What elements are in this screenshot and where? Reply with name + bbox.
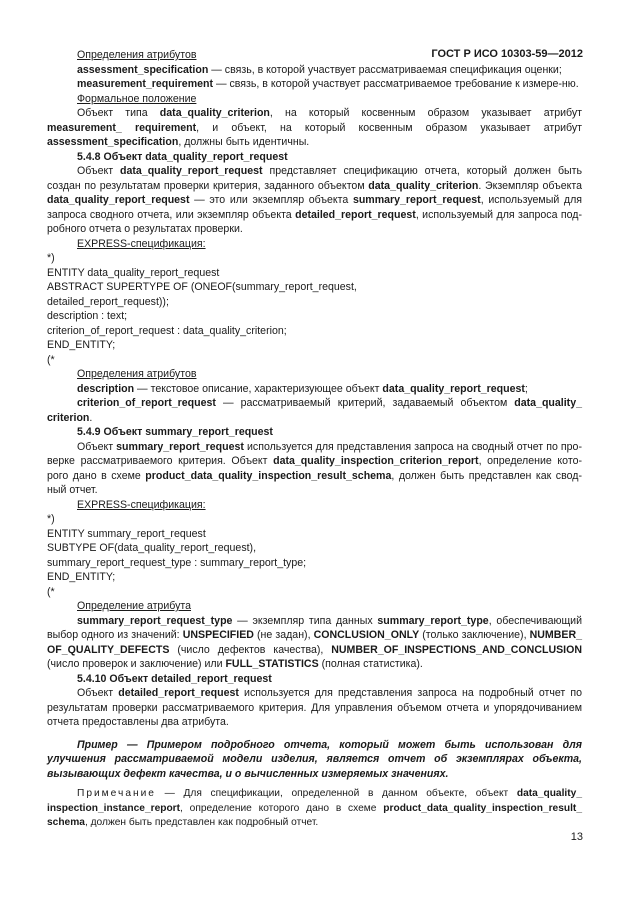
code-line: *) [47, 252, 55, 264]
example-note: Пример — Примером подробного отчета, который может быть использован для улучшения рассматриваемой модели изделия, является отчет об экземплярах объекта, вызывающих дефект качества, и о вычисленных измеряемых значениях. [47, 738, 582, 780]
text-bold: data_quality_report_request [47, 194, 190, 206]
text-bold: product_data_quality_inspection_result_ schema [47, 802, 582, 828]
section-549-text [47, 440, 582, 498]
text: , используемый для запроса сводного отчета, или экземпляр объекта [47, 194, 582, 221]
text: . Экземпляр объекта [478, 179, 582, 192]
text-bold: measurement_ requirement [47, 121, 197, 134]
code-line: (* [47, 585, 55, 598]
text: — рассматриваемый критерий, задаваемый объектом [215, 397, 515, 409]
express-title-549: EXPRESS-спецификация: [77, 498, 206, 511]
code-line: summary_report_request_type : summary_report_type; [47, 556, 307, 569]
text-bold: summary_report_request [116, 440, 244, 453]
text-bold: data_quality_criterion [368, 179, 479, 192]
attr-defs-title: Определения атрибутов [77, 49, 197, 61]
text-bold: summary_report_request [352, 194, 481, 206]
text-bold: summary_report_type [377, 614, 489, 627]
attr-text: — связь, в которой участвует рассматриваемая спецификация оценки; [208, 63, 562, 76]
text-bold: data_quality_inspection_criterion_report [273, 455, 479, 467]
attr-def-description [47, 382, 582, 397]
text-bold: detailed_report_request [295, 208, 416, 221]
text: Объект [77, 687, 119, 699]
text-bold: data_quality_ inspection_instance_report [47, 788, 582, 814]
code-line: (* [47, 353, 55, 366]
text: (только заключение), [419, 629, 530, 641]
express-title-548: EXPRESS-спецификация: [77, 237, 206, 250]
text: , определение которого дано в схеме [180, 802, 384, 814]
text-bold: NUMBER_OF_INSPECTIONS_AND_CONCLUSION [331, 643, 582, 656]
document-header: ГОСТ Р ИСО 10303-59—2012 [431, 48, 583, 60]
code-line: SUBTYPE OF(data_quality_report_request), [47, 542, 257, 554]
text: ; [524, 382, 528, 395]
remark-label: Примечание [77, 788, 156, 799]
text: . [89, 411, 93, 424]
text: Объект [77, 165, 121, 177]
attr-defs-title-548: Определения атрибутов [77, 368, 197, 380]
attr-name: criterion_of_report_request [77, 397, 216, 409]
text: — экземпляр типа данных [232, 614, 378, 627]
code-line: description : text; [47, 310, 128, 322]
code-line: END_ENTITY; [47, 571, 116, 583]
text: используется для представления запроса на подробный отчет по результатам проверки рассматриваемого критерия. Для управления объемом отчета и упорядочиванием отчета предоставлены два атрибута. [47, 687, 582, 728]
text-bold: UNSPECIFIED [182, 629, 254, 641]
text: , обеспечивающий выбор одного из значений: [47, 614, 582, 641]
text: , используемый для запроса под-робного отчета о результатах проверки. [47, 208, 582, 235]
text: , должны быть идентичны. [178, 136, 310, 148]
attr-def-measurement [47, 77, 582, 92]
remark [47, 787, 582, 831]
text: , должен быть представлен как свод-ный отчет. [47, 469, 582, 496]
text-bold: data_quality_ criterion [47, 397, 582, 424]
code-line: ENTITY data_quality_report_request [47, 266, 220, 279]
text-bold: data_quality_report_request [120, 165, 263, 177]
text: представляет спецификацию отчета, который должен быть создан по результатам проверки критерия, заданного объектом [47, 165, 582, 192]
formal-text [47, 106, 582, 150]
text: , определение кото-рого дано в схеме [47, 455, 582, 482]
code-line: ENTITY summary_report_request [47, 527, 206, 540]
text-bold: detailed_report_request [118, 687, 239, 699]
text: (не задан), [253, 629, 314, 641]
text: , должен быть представлен как подробный отчет. [84, 817, 319, 828]
text-bold: product_data_quality_inspection_result_schema [145, 469, 392, 482]
code-line: ABSTRACT SUPERTYPE OF (ONEOF(summary_report_request, [47, 281, 357, 293]
text-bold: FULL_STATISTICS [225, 658, 319, 670]
text-bold: data_quality_criterion [159, 107, 270, 119]
attr-text: — связь, в которой участвует рассматриваемое требование к измере-ню. [213, 78, 579, 90]
text-bold: NUMBER_ OF_QUALITY_DEFECTS [47, 629, 582, 656]
attr-def-summary-type [47, 614, 582, 672]
code-line: criterion_of_report_request : data_quality_criterion; [47, 324, 287, 337]
text-bold: assessment_specification [47, 136, 179, 148]
attr-name: assessment_specification [77, 63, 209, 76]
page-number: 13 [570, 831, 583, 843]
code-line: END_ENTITY; [47, 339, 116, 351]
text: (число дефектов качества), [169, 643, 332, 656]
code-line: *) [47, 513, 55, 525]
text-bold: data_quality_report_request [382, 382, 525, 395]
code-line: detailed_report_request)); [47, 295, 169, 308]
section-heading-548: 5.4.8 Объект data_quality_report_request [77, 150, 288, 163]
attr-def-criterion [47, 396, 582, 425]
text: — это или экземпляр объекта [189, 194, 353, 206]
text: Объект типа [77, 107, 160, 119]
attr-name: description [77, 382, 135, 395]
attr-def-title-549: Определение атрибута [77, 600, 192, 612]
attr-def-assessment [47, 63, 582, 78]
text-bold: CONCLUSION_ONLY [313, 629, 420, 641]
section-heading-549: 5.4.9 Объект summary_report_request [77, 426, 273, 438]
text: (число проверок и заключение) или [47, 658, 226, 670]
text: — текстовое описание, характеризующее объект [134, 382, 383, 395]
section-heading-5410: 5.4.10 Объект detailed_report_request [77, 672, 272, 685]
text: (полная статистика). [318, 658, 423, 670]
text: , и объект, на который косвенным образом указывает атрибут [196, 121, 582, 134]
text: — Для спецификации, определенной в данном объекте, объект [155, 788, 517, 799]
page-body [47, 48, 582, 831]
attr-name: measurement_requirement [77, 78, 214, 90]
text: используется для представления запроса на сводный отчет по про-верке рассматриваемого критерия. Объект [47, 440, 582, 467]
text: , на который косвенным образом указывает атрибут [269, 107, 582, 119]
attr-name: summary_report_request_type [77, 614, 233, 627]
formal-title: Формальное положение [77, 92, 197, 105]
section-548-text [47, 164, 582, 237]
section-5410-text [47, 686, 582, 730]
text: Объект [77, 440, 117, 453]
